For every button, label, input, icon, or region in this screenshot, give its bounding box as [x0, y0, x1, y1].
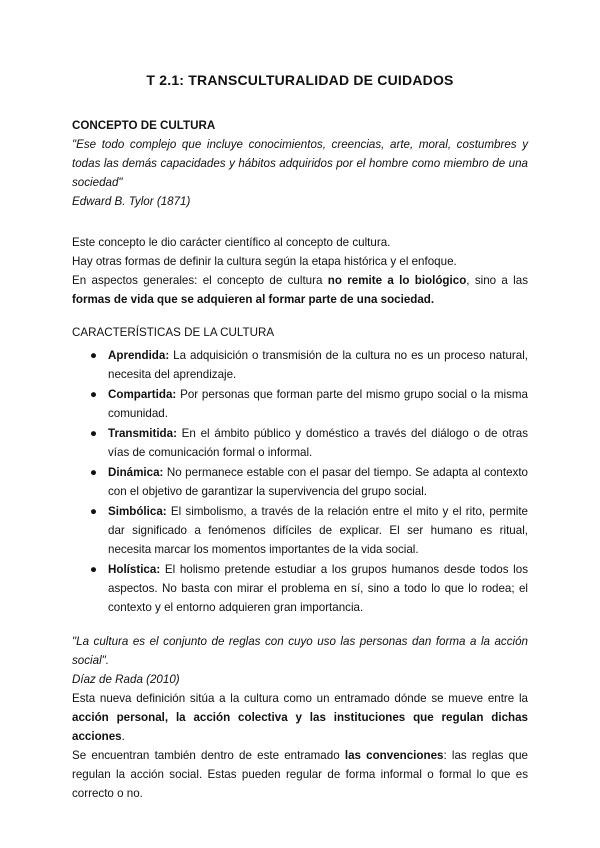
item-term: Aprendida:	[108, 349, 170, 362]
para-text: Esta nueva definición sitúa a la cultura como un entramado dónde se mueve entre la	[72, 692, 528, 705]
intro-text: En aspectos generales: el concepto de cultura	[72, 274, 328, 287]
para-bold: acción personal, la acción colectiva y las instituciones que regulan dichas acciones	[72, 711, 528, 743]
list-item	[72, 463, 528, 501]
bullet-icon: ●	[90, 563, 98, 576]
item-term: Compartida:	[108, 388, 177, 401]
paragraph-convenciones	[72, 746, 528, 803]
item-term: Simbólica:	[108, 505, 167, 518]
page-title: T 2.1: TRANSCULTURALIDAD DE CUIDADOS	[146, 72, 454, 88]
bullet-icon: ●	[90, 505, 98, 518]
bullet-icon: ●	[90, 466, 98, 479]
intro-text-2: , sino a las	[466, 274, 529, 287]
tylor-author: Edward B. Tylor (1871)	[72, 195, 191, 208]
item-text: El holismo pretende estudiar a los grupos humanos desde todos los aspectos. No basta con mirar el problema en sí, sino a todo lo que lo rodea; el contexto y el entorno adquieren gran importancia.	[108, 563, 528, 614]
diaz-quote: "La cultura es el conjunto de reglas con cuyo uso las personas dan forma a la acción social".	[72, 635, 528, 667]
section-heading-concepto: CONCEPTO DE CULTURA	[72, 119, 216, 132]
para-text: Se encuentran también dentro de este entramado	[72, 749, 345, 762]
item-term: Dinámica:	[108, 466, 164, 479]
paragraph-entramado	[72, 689, 528, 746]
intro-line-1: Este concepto le dio carácter científico al concepto de cultura.	[72, 236, 391, 249]
list-item	[72, 424, 528, 462]
tylor-quote: "Ese todo complejo que incluye conocimientos, creencias, arte, moral, costumbres y todas las demás capacidades y hábitos adquiridos por el hombre como miembro de una sociedad"	[72, 138, 528, 189]
list-item	[72, 502, 528, 559]
item-term: Holística:	[108, 563, 161, 576]
item-term: Transmitida:	[108, 427, 177, 440]
list-item	[72, 385, 528, 423]
bullet-icon: ●	[90, 349, 98, 362]
list-item	[72, 346, 528, 384]
para-text-end: : las reglas que regulan la acción social. Estas pueden regular de forma informal o formal lo que es correcto o no.	[72, 749, 528, 800]
document-body	[72, 116, 528, 803]
item-text: En el ámbito público y doméstico a través del diálogo o de otras vías de comunicación formal o informal.	[108, 427, 528, 459]
bullet-icon: ●	[90, 388, 98, 401]
para-text-end: .	[121, 730, 125, 743]
intro-line-3	[72, 271, 528, 309]
item-text: El simbolismo, a través de la relación entre el mito y el rito, permite dar significado a fenómenos difíciles de explicar. El ser humano es ritual, necesita marcar los momentos importantes de la vida social.	[108, 505, 528, 556]
intro-bold-1: no remite a lo biológico	[327, 274, 467, 287]
para-bold: las convenciones	[344, 749, 444, 762]
intro-bold-2: formas de vida que se adquieren al formar parte de una sociedad.	[72, 293, 435, 306]
caracteristicas-list	[72, 346, 528, 617]
bullet-icon: ●	[90, 427, 98, 440]
section-heading-caracteristicas: CARACTERÍSTICAS DE LA CULTURA	[72, 326, 275, 339]
diaz-author: Díaz de Rada (2010)	[72, 673, 180, 686]
item-text: Por personas que forman parte del mismo grupo social o la misma comunidad.	[108, 388, 528, 420]
item-text: La adquisición o transmisión de la cultura no es un proceso natural, necesita del aprendizaje.	[108, 349, 528, 381]
list-item	[72, 560, 528, 617]
intro-line-2: Hay otras formas de definir la cultura según la etapa histórica y el enfoque.	[72, 255, 457, 268]
item-text: No permanece estable con el pasar del tiempo. Se adapta al contexto con el objetivo de garantizar la supervivencia del grupo social.	[108, 466, 528, 498]
